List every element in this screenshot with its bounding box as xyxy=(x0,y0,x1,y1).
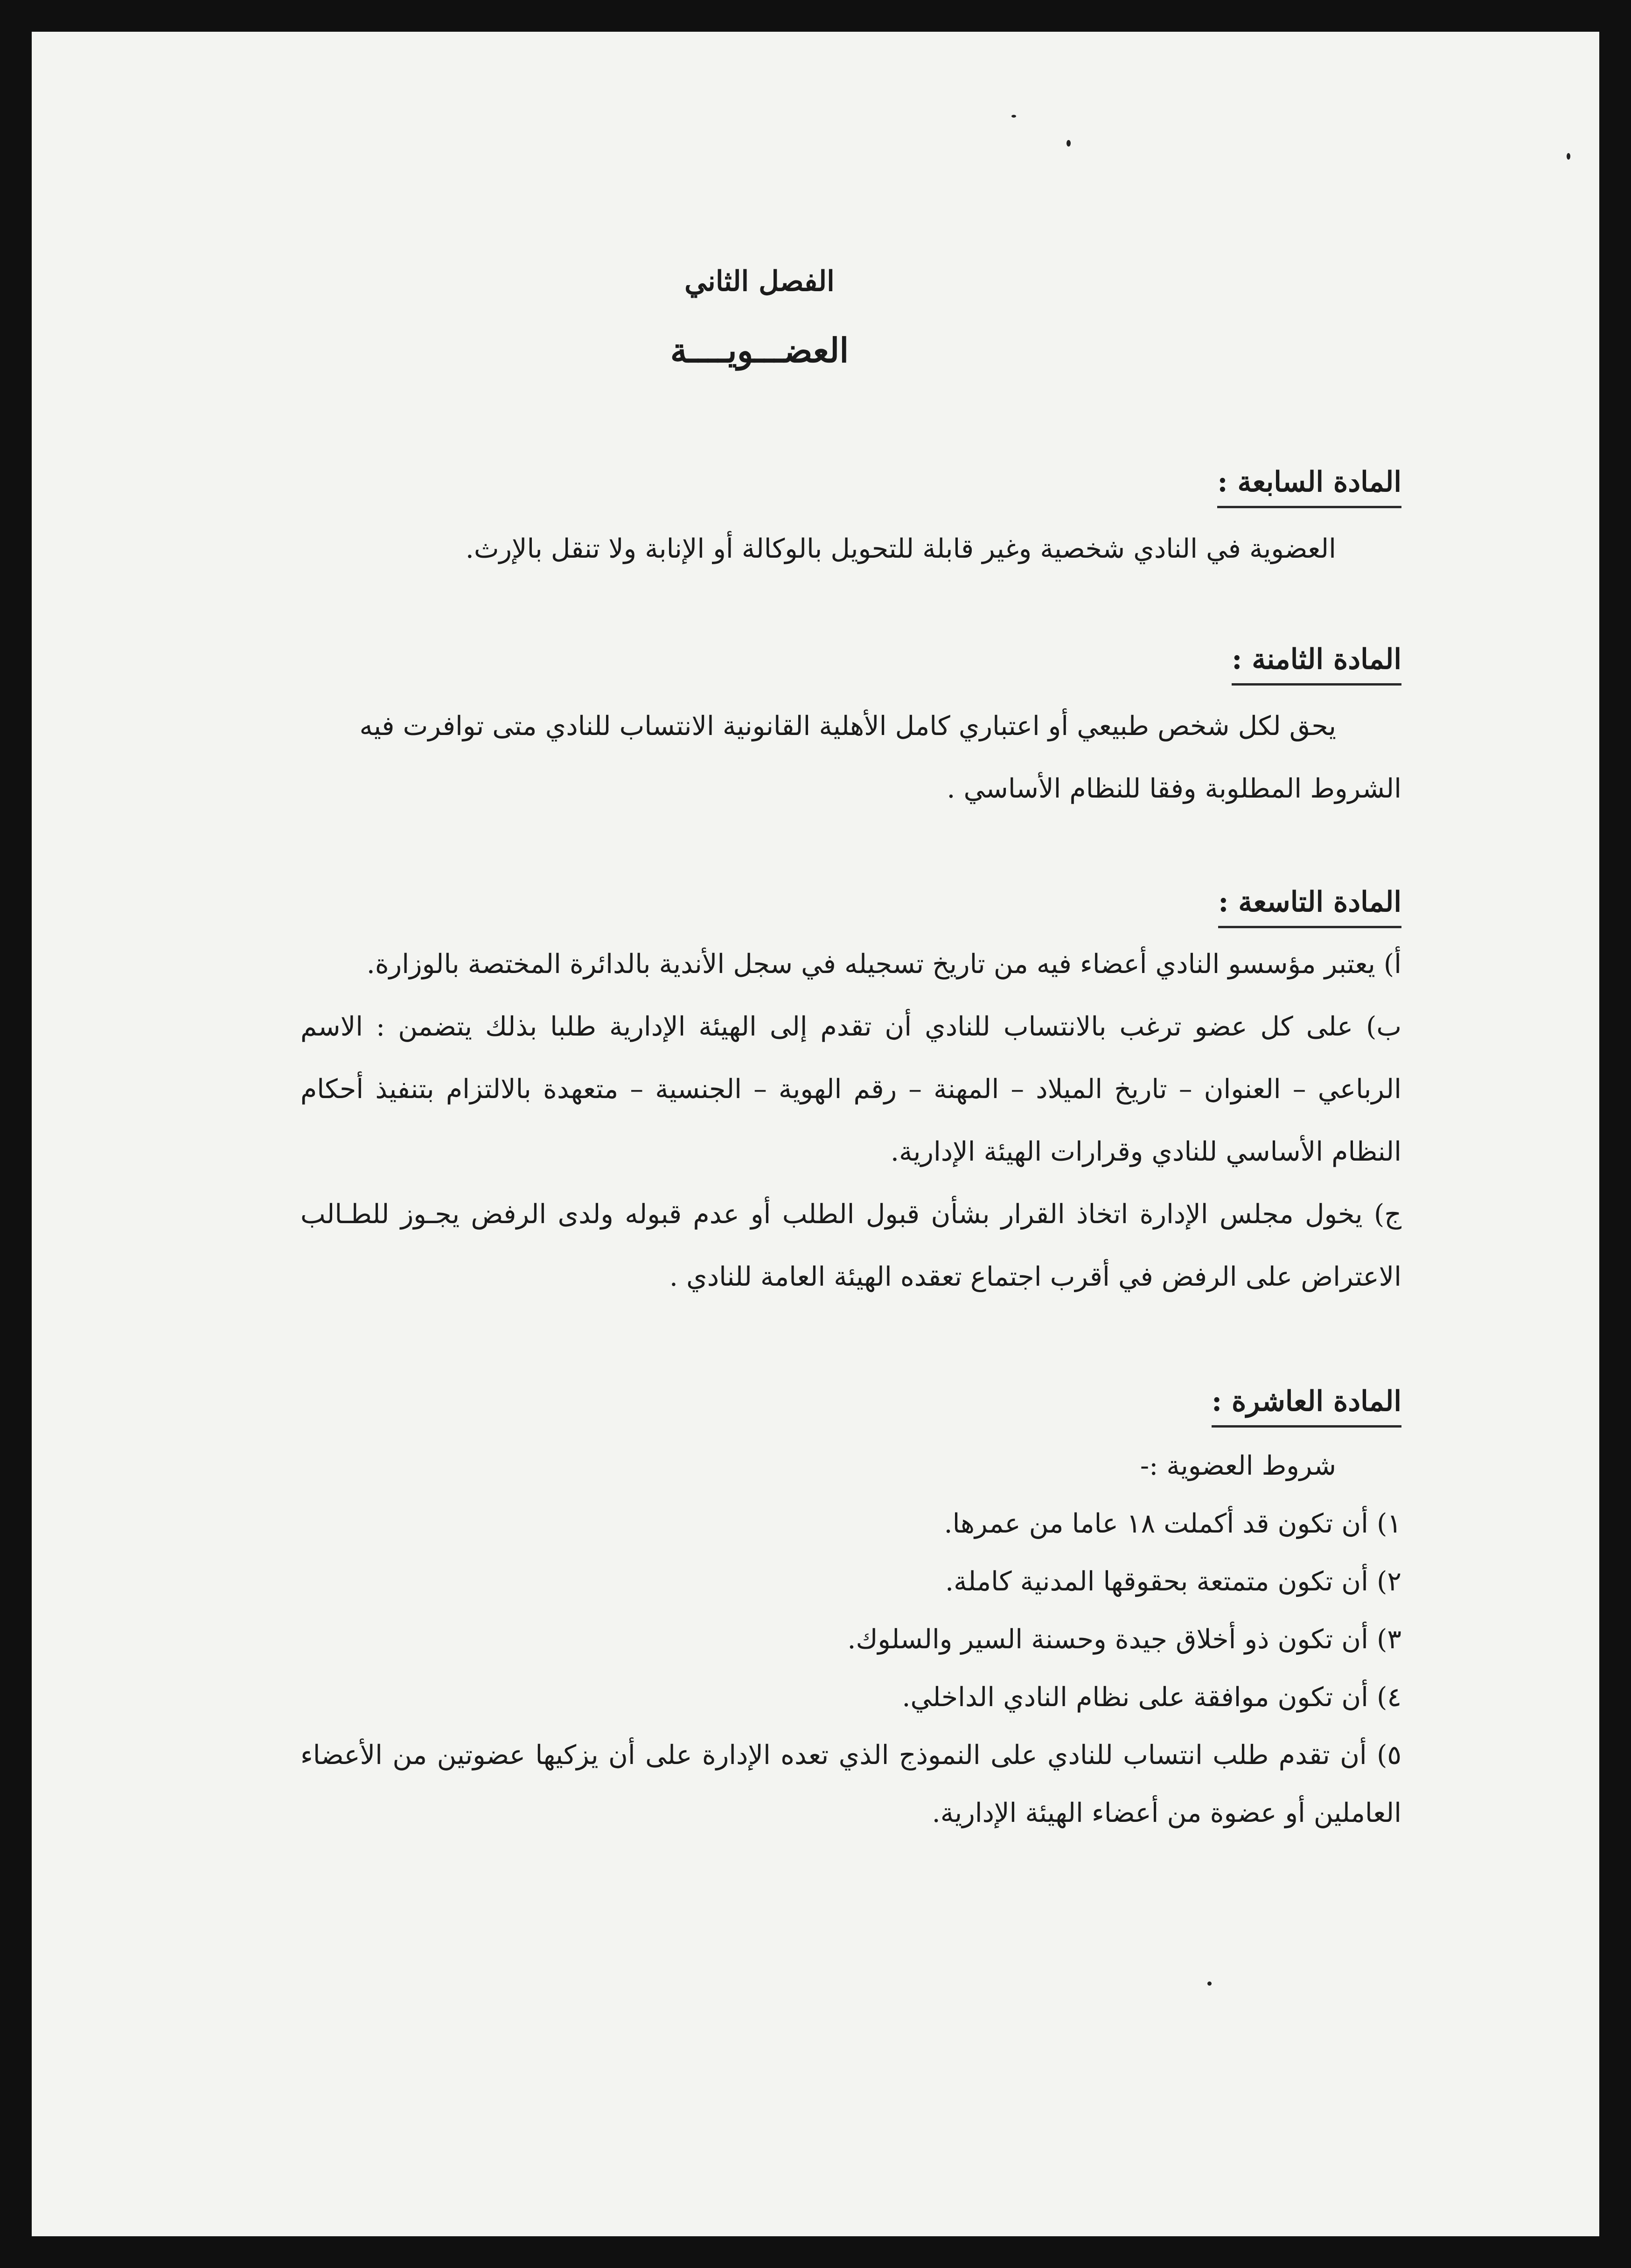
article-10-item-3: ٣) أن تكون ذو أخلاق جيدة وحسنة السير والسلوك. xyxy=(847,1624,1401,1655)
scan-speck xyxy=(1567,153,1570,160)
article-10-item-1: ١) أن تكون قد أكملت ١٨ عاما من عمرها. xyxy=(944,1508,1401,1539)
document-page xyxy=(32,32,1599,2236)
article-8-line2: الشروط المطلوبة وفقا للنظام الأساسي . xyxy=(947,773,1401,804)
article-10-item-2: ٢) أن تكون متمتعة بحقوقها المدنية كاملة. xyxy=(945,1566,1401,1597)
article-8 xyxy=(300,643,1401,820)
article-9-item-b: ب) على كل عضو ترغب بالانتساب للنادي أن تقدم إلى الهيئة الإدارية طلبا بذلك يتضمن : الاسم الرباعي – العنوان – تاريخ الميلاد – المهنة – رقم الهوية – الجنسية – متعهدة بالالتزام بتنفيذ أحكام النظام الأساسي للنادي وقرارات الهيئة الإدارية. xyxy=(300,1011,1401,1167)
article-10 xyxy=(300,1385,1401,1842)
article-7-text: العضوية في النادي شخصية وغير قابلة للتحويل بالوكالة أو الإنابة ولا تنقل بالإرث. xyxy=(465,533,1336,564)
article-10-item-4: ٤) أن تكون موافقة على نظام النادي الداخلي. xyxy=(902,1682,1401,1713)
chapter-title: الفصل الثاني xyxy=(684,265,835,298)
article-8-line1: يحق لكل شخص طبيعي أو اعتباري كامل الأهلية القانونية الانتساب للنادي متى توافرت فيه xyxy=(359,711,1336,742)
scan-speck xyxy=(1207,1981,1212,1986)
article-9 xyxy=(300,886,1401,1308)
article-10-label: شروط العضوية :- xyxy=(1140,1450,1336,1481)
article-9-heading: المادة التاسعة : xyxy=(1218,886,1401,928)
article-9-item-c: ج) يخول مجلس الإدارة اتخاذ القرار بشأن قبول الطلب أو عدم قبوله ولدى الرفض يجـوز للطـالب الاعتراض على الرفض في أقرب اجتماع تعقده الهيئة العامة للنادي . xyxy=(300,1199,1401,1292)
scan-speck xyxy=(1066,140,1071,147)
scan-speck xyxy=(1011,115,1016,118)
article-10-heading: المادة العاشرة : xyxy=(1212,1385,1401,1428)
article-9-item-a: أ) يعتبر مؤسسو النادي أعضاء فيه من تاريخ تسجيله في سجل الأندية بالدائرة المختصة بالوزارة. xyxy=(366,949,1401,980)
article-10-item-5: ٥) أن تقدم طلب انتساب للنادي على النموذج الذي تعده الإدارة على أن يزكيها عضوتين من الأعضاء العاملين أو عضوة من أعضاء الهيئة الإدارية. xyxy=(300,1740,1401,1828)
article-7-heading: المادة السابعة : xyxy=(1217,466,1401,508)
section-title: العضـــويــــة xyxy=(670,330,849,370)
article-7 xyxy=(300,466,1401,580)
article-8-heading: المادة الثامنة : xyxy=(1232,643,1401,686)
